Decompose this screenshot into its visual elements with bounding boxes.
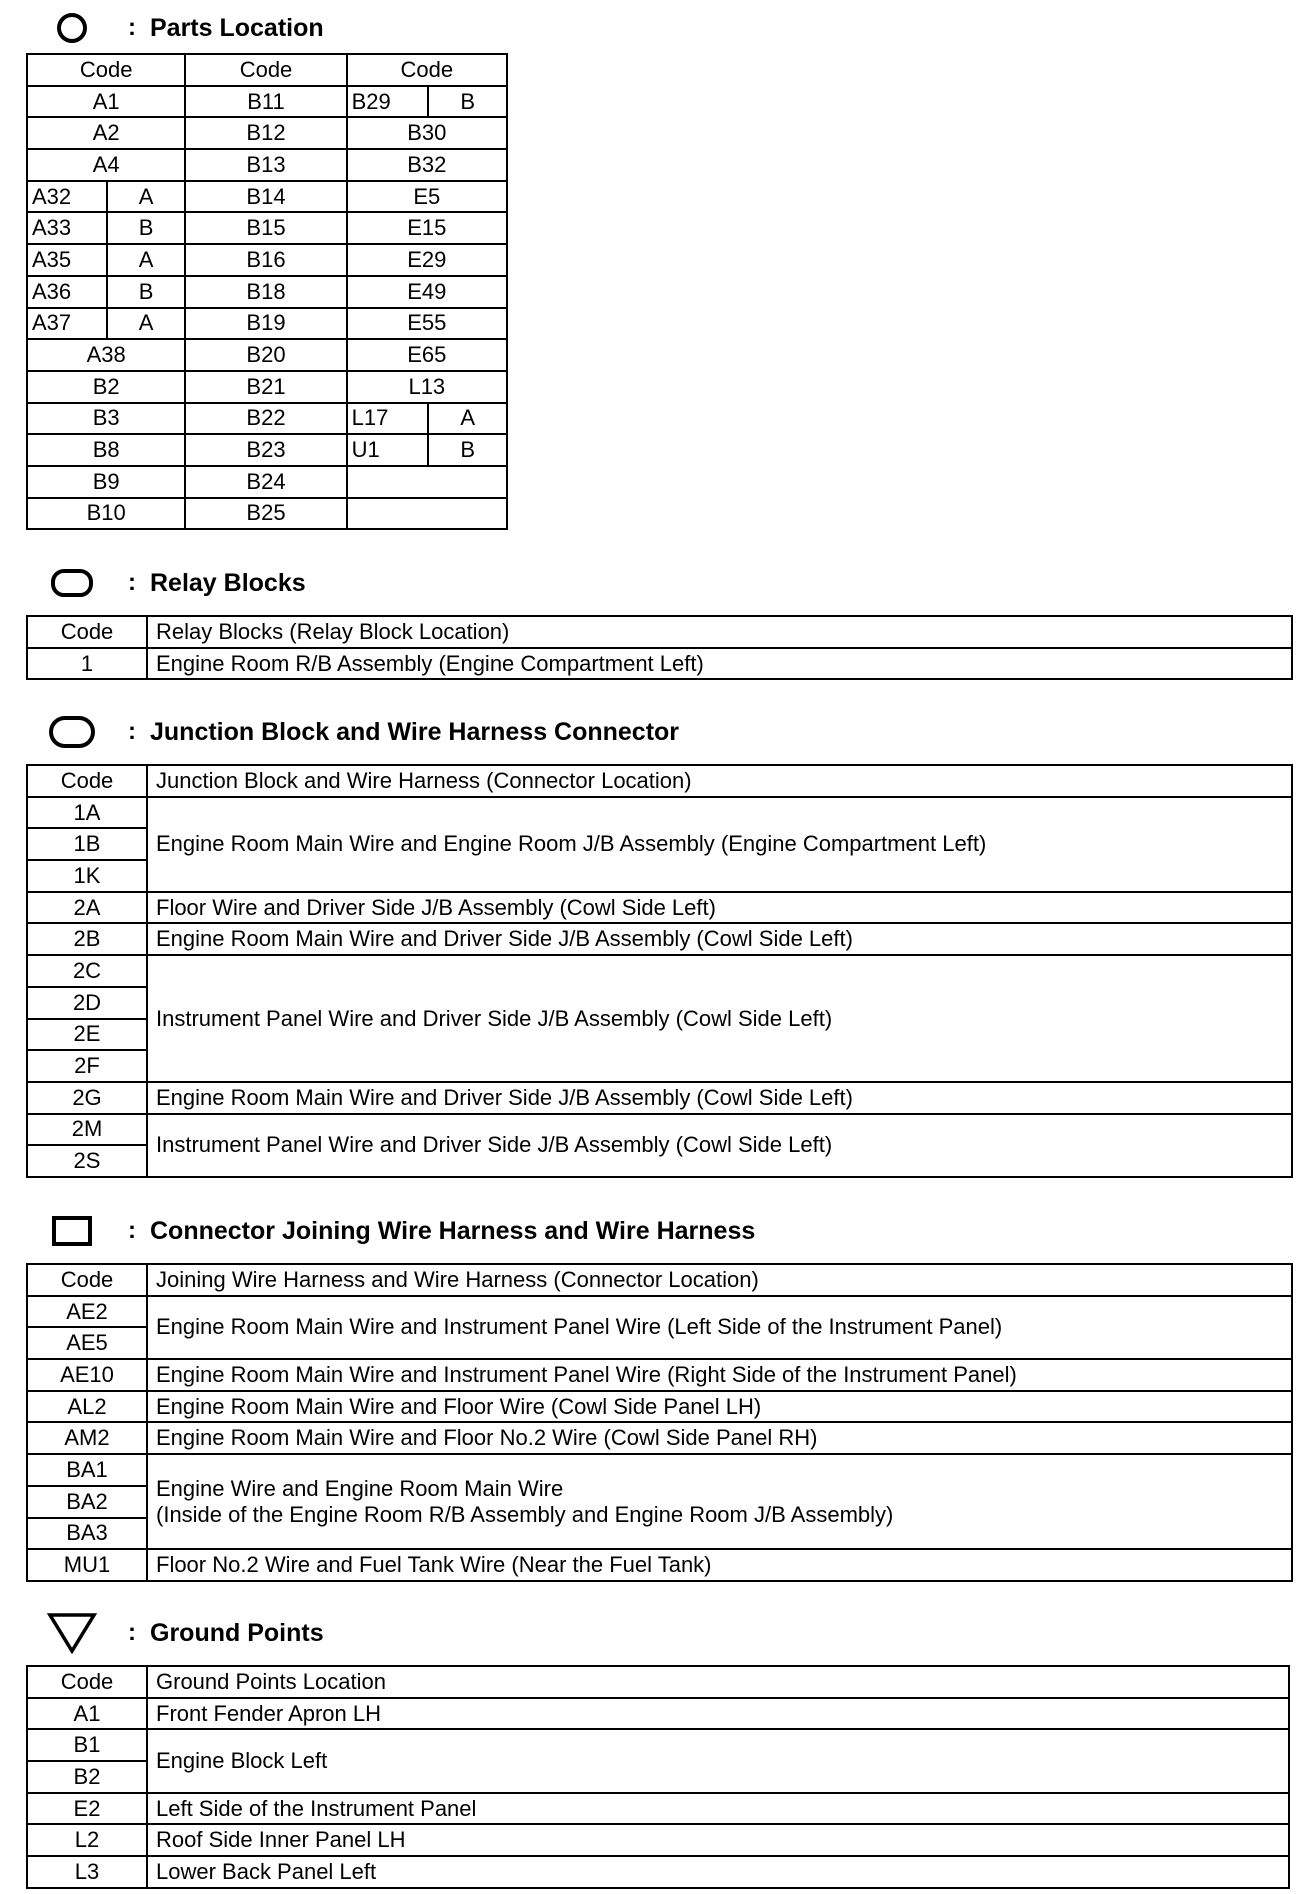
sub-code-cell: B: [107, 276, 186, 308]
header-row: [27, 1264, 1292, 1296]
code-cell: 1: [27, 648, 147, 680]
description-cell: [147, 1391, 1292, 1423]
table-row: [27, 276, 507, 308]
description-text: Left Side of the Instrument Panel: [156, 1795, 477, 1821]
code-cell: A32: [27, 181, 107, 213]
code-cell: B21: [185, 371, 346, 403]
relay-blocks-table: [26, 615, 1293, 680]
junction-block-table: [26, 764, 1293, 1178]
code-cell: BA1: [27, 1454, 147, 1486]
code-cell: B32: [347, 149, 507, 181]
sub-code-cell: A: [107, 244, 186, 276]
code-cell: B3: [27, 403, 185, 435]
code-cell: B16: [185, 244, 346, 276]
square-icon: [42, 1215, 102, 1247]
code-cell: L3: [27, 1856, 147, 1888]
code-cell: B25: [185, 498, 346, 530]
junction-block-body: [27, 765, 1292, 1177]
description-text: Engine Room Main Wire and Instrument Panel Wire (Right Side of the Instrument Panel): [156, 1361, 1017, 1387]
table-row: [27, 212, 507, 244]
relay-blocks-body: [27, 616, 1292, 679]
description-text: Instrument Panel Wire and Driver Side J/B Assembly (Cowl Side Left): [156, 1132, 833, 1158]
header-description: Junction Block and Wire Harness (Connector Location): [147, 765, 1292, 797]
table-row: [27, 86, 507, 118]
header-code: Code: [27, 765, 147, 797]
code-cell: E29: [347, 244, 507, 276]
code-cell: B11: [185, 86, 346, 118]
header-row: [27, 765, 1292, 797]
table-row: [27, 1359, 1292, 1391]
ground-points-heading: [0, 1613, 324, 1653]
code-cell: E49: [347, 276, 507, 308]
code-cell: B30: [347, 117, 507, 149]
code-cell: 2A: [27, 892, 147, 924]
description-text: Instrument Panel Wire and Driver Side J/B Assembly (Cowl Side Left): [156, 1005, 833, 1031]
table-row: [27, 371, 507, 403]
section-title: Parts Location: [150, 13, 324, 42]
code-cell: B15: [185, 212, 346, 244]
table-row: [27, 1391, 1292, 1423]
code-cell: 2D: [27, 987, 147, 1019]
code-cell: B8: [27, 434, 185, 466]
header-row: [27, 1666, 1289, 1698]
colon: :: [128, 1217, 136, 1244]
connector-joining-heading: [0, 1211, 755, 1251]
description-cell: [147, 1856, 1289, 1888]
ground-points-body: [27, 1666, 1289, 1888]
sub-code-cell: B: [428, 434, 507, 466]
code-cell: B14: [185, 181, 346, 213]
description-cell: [147, 1698, 1289, 1730]
description-cell: [147, 923, 1292, 955]
table-row: [27, 403, 507, 435]
code-cell: B2: [27, 1761, 147, 1793]
code-cell: [347, 466, 507, 498]
code-cell: A35: [27, 244, 107, 276]
colon: :: [128, 718, 136, 745]
description-cell: [147, 648, 1292, 680]
description-text: Engine Room Main Wire and Engine Room J/B Assembly (Engine Compartment Left): [156, 831, 987, 857]
description-cell: [147, 1454, 1292, 1549]
code-cell: B20: [185, 339, 346, 371]
code-cell: AE2: [27, 1296, 147, 1328]
table-row: [27, 1856, 1289, 1888]
code-cell: 1A: [27, 797, 147, 829]
description-cell: [147, 1793, 1289, 1825]
header-code: Code: [185, 54, 346, 86]
description-cell: [147, 797, 1292, 892]
code-cell: A1: [27, 1698, 147, 1730]
description-text: Engine Room Main Wire and Floor Wire (Cowl Side Panel LH): [156, 1393, 762, 1419]
section-title: Ground Points: [150, 1618, 324, 1647]
table-row: [27, 1793, 1289, 1825]
code-cell: BA2: [27, 1486, 147, 1518]
description-text: Roof Side Inner Panel LH: [156, 1827, 406, 1853]
header-row: [27, 616, 1292, 648]
code-cell: E15: [347, 212, 507, 244]
code-cell: AM2: [27, 1422, 147, 1454]
code-cell: A36: [27, 276, 107, 308]
table-row: [27, 1698, 1289, 1730]
table-row: [27, 1549, 1292, 1581]
sub-code-cell: A: [107, 308, 186, 340]
table-row: [27, 498, 507, 530]
code-cell: E2: [27, 1793, 147, 1825]
table-row: [27, 797, 1292, 829]
description-cell: [147, 1114, 1292, 1177]
code-cell: AL2: [27, 1391, 147, 1423]
code-cell: A4: [27, 149, 185, 181]
description-cell: [147, 1824, 1289, 1856]
header-row: [27, 54, 507, 86]
sub-code-cell: A: [428, 403, 507, 435]
table-row: [27, 892, 1292, 924]
table-row: [27, 1082, 1292, 1114]
description-cell: [147, 892, 1292, 924]
description-text: Engine Block Left: [156, 1748, 328, 1774]
code-cell: 2F: [27, 1050, 147, 1082]
code-cell: L13: [347, 371, 507, 403]
sub-code-cell: B: [107, 212, 186, 244]
table-row: [27, 308, 507, 340]
junction-block-heading: [0, 712, 679, 752]
code-cell: B1: [27, 1729, 147, 1761]
description-cell: [147, 1296, 1292, 1359]
description-text: Front Fender Apron LH: [156, 1700, 382, 1726]
code-cell: BA3: [27, 1518, 147, 1550]
description-text: Engine Room Main Wire and Driver Side J/B Assembly (Cowl Side Left): [156, 926, 853, 952]
code-cell: MU1: [27, 1549, 147, 1581]
relay-blocks-heading: [0, 563, 306, 603]
description-text: Floor Wire and Driver Side J/B Assembly (Cowl Side Left): [156, 894, 716, 920]
code-cell: B2: [27, 371, 185, 403]
code-cell: L2: [27, 1824, 147, 1856]
table-row: [27, 1824, 1289, 1856]
table-row: [27, 434, 507, 466]
code-cell: A1: [27, 86, 185, 118]
description-cell: [147, 1729, 1289, 1792]
table-row: [27, 181, 507, 213]
table-row: [27, 1729, 1289, 1761]
header-code: Code: [27, 54, 185, 86]
header-description: Relay Blocks (Relay Block Location): [147, 616, 1292, 648]
oval-icon: [42, 715, 102, 749]
triangle-down-icon: [42, 1612, 102, 1654]
code-cell: B24: [185, 466, 346, 498]
code-cell: U1: [347, 434, 429, 466]
header-description: Ground Points Location: [147, 1666, 1289, 1698]
code-cell: E65: [347, 339, 507, 371]
code-cell: B12: [185, 117, 346, 149]
table-row: [27, 1454, 1292, 1486]
description-cell: [147, 1359, 1292, 1391]
code-cell: 2E: [27, 1019, 147, 1051]
section-title: Relay Blocks: [150, 568, 306, 597]
description-text: Engine Room R/B Assembly (Engine Compartment Left): [156, 650, 704, 676]
table-row: [27, 1114, 1292, 1146]
table-row: [27, 117, 507, 149]
code-cell: AE5: [27, 1327, 147, 1359]
colon: :: [128, 1619, 136, 1646]
code-cell: AE10: [27, 1359, 147, 1391]
code-cell: A38: [27, 339, 185, 371]
table-row: [27, 339, 507, 371]
code-cell: [347, 498, 507, 530]
description-cell: [147, 1549, 1292, 1581]
description-text: Engine Room Main Wire and Driver Side J/B Assembly (Cowl Side Left): [156, 1084, 853, 1110]
code-cell: B22: [185, 403, 346, 435]
header-code: Code: [27, 616, 147, 648]
header-code: Code: [27, 1666, 147, 1698]
section-title: Connector Joining Wire Harness and Wire Harness: [150, 1216, 756, 1245]
table-row: [27, 955, 1292, 987]
table-row: [27, 923, 1292, 955]
parts-location-table: [26, 53, 508, 530]
colon: :: [128, 14, 136, 41]
description-text-line2: (Inside of the Engine Room R/B Assembly and Engine Room J/B Assembly): [156, 1501, 894, 1527]
description-text: Floor No.2 Wire and Fuel Tank Wire (Near the Fuel Tank): [156, 1552, 712, 1578]
code-cell: A2: [27, 117, 185, 149]
table-row: [27, 466, 507, 498]
connector-joining-table: [26, 1263, 1293, 1582]
code-cell: E5: [347, 181, 507, 213]
code-cell: 1K: [27, 860, 147, 892]
header-code: Code: [347, 54, 507, 86]
header-description: Joining Wire Harness and Wire Harness (Connector Location): [147, 1264, 1292, 1296]
table-row: [27, 149, 507, 181]
parts-location-heading: [0, 8, 324, 48]
description-text: Engine Wire and Engine Room Main Wire: [156, 1475, 564, 1501]
table-row: [27, 1296, 1292, 1328]
code-cell: B23: [185, 434, 346, 466]
code-cell: 1B: [27, 828, 147, 860]
section-title: Junction Block and Wire Harness Connector: [150, 717, 680, 746]
description-cell: [147, 955, 1292, 1082]
code-cell: 2C: [27, 955, 147, 987]
ground-points-table: [26, 1665, 1290, 1889]
description-text: Engine Room Main Wire and Instrument Panel Wire (Left Side of the Instrument Panel): [156, 1314, 1003, 1340]
sub-code-cell: A: [107, 181, 186, 213]
description-text: Lower Back Panel Left: [156, 1858, 377, 1884]
code-cell: B19: [185, 308, 346, 340]
header-code: Code: [27, 1264, 147, 1296]
description-cell: [147, 1422, 1292, 1454]
code-cell: B9: [27, 466, 185, 498]
code-cell: E55: [347, 308, 507, 340]
code-cell: 2B: [27, 923, 147, 955]
code-cell: A33: [27, 212, 107, 244]
code-cell: 2G: [27, 1082, 147, 1114]
table-row: [27, 648, 1292, 680]
code-cell: B18: [185, 276, 346, 308]
circle-icon: [42, 11, 102, 45]
description-cell: [147, 1082, 1292, 1114]
code-cell: L17: [347, 403, 429, 435]
code-cell: 2M: [27, 1114, 147, 1146]
code-cell: A37: [27, 308, 107, 340]
code-cell: 2S: [27, 1145, 147, 1177]
parts-location-body: [27, 54, 507, 529]
sub-code-cell: B: [428, 86, 507, 118]
rounded-rect-icon: [42, 568, 102, 598]
description-text: Engine Room Main Wire and Floor No.2 Wire (Cowl Side Panel RH): [156, 1425, 818, 1451]
table-row: [27, 1422, 1292, 1454]
code-cell: B10: [27, 498, 185, 530]
table-row: [27, 244, 507, 276]
colon: :: [128, 569, 136, 596]
code-cell: B13: [185, 149, 346, 181]
code-cell: B29: [347, 86, 429, 118]
connector-joining-body: [27, 1264, 1292, 1581]
